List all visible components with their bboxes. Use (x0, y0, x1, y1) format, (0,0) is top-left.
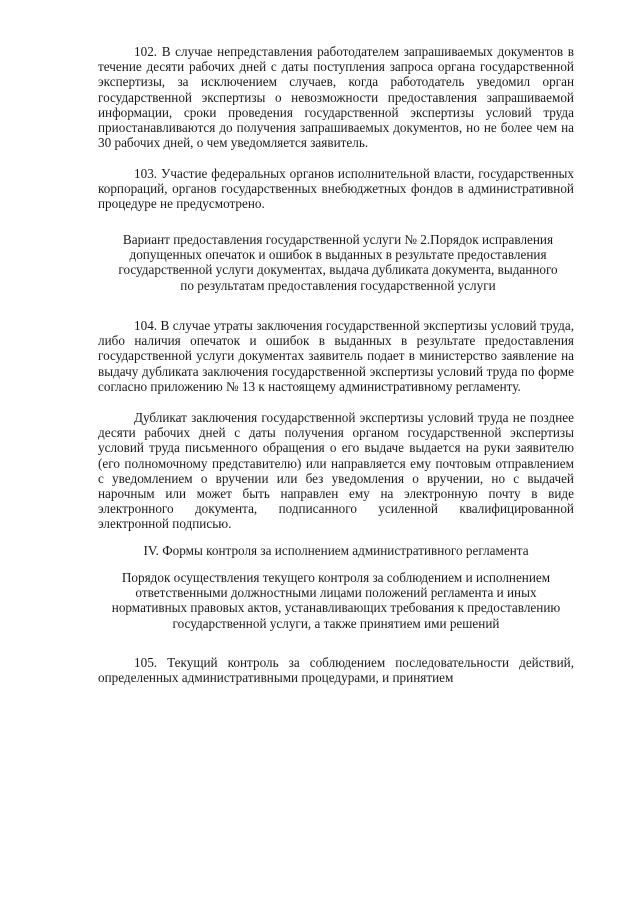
paragraph-104-continued: Дубликат заключения государственной экспертизы условий труда не позднее десяти рабочих дней с даты получения органом государственной экспертизы условий труда письменного обращения о его выдаче выдается на руки заявителю (его полномочному представителю) или направляется ему почтовым отправлением с уведомлением о вручении или без уведомления о вручении, но с выдачей нарочным или может быть направлен ему на электронную почту в виде электронного документа, подписанного усиленной квалифицированной электронной подписью. (98, 410, 574, 532)
paragraph-103: 103. Участие федеральных органов исполнительной власти, государственных корпораций, органов государственных внебюджетных фондов в административной процедуре не предусмотрено. (98, 166, 574, 212)
variant-heading: Вариант предоставления государственной услуги № 2.Порядок исправления допущенных опечаток и ошибок в выданных в результате предоставления государственной услуги документах, выдача дубликата документа, выданного по результатам предоставления государственной услуги (118, 232, 558, 293)
subsection-heading: Порядок осуществления текущего контроля за соблюдением и исполнением ответственными должностными лицами положений регламента и иных нормативных правовых актов, устанавливающих требования к предоставлению государственной услуги, а также принятием ими решений (111, 570, 561, 631)
section-4-heading: IV. Формы контроля за исполнением административного регламента (143, 543, 529, 558)
paragraph-102: 102. В случае непредставления работодателем запрашиваемых документов в течение десяти рабочих дней с даты поступления запроса органа государственной экспертизы, за исключением случаев, когда работодатель уведомил орган государственной экспертизы о невозможности предоставления запрашиваемой информации, сроки проведения государственной экспертизы условий труда приостанавливаются до получения запрашиваемых документов, но не более чем на 30 рабочих дней, о чем уведомляется заявитель. (98, 44, 574, 151)
paragraph-105: 105. Текущий контроль за соблюдением последовательности действий, определенных административными процедурами, и принятием (98, 655, 574, 686)
paragraph-104: 104. В случае утраты заключения государственной экспертизы условий труда, либо наличия опечаток и ошибок в выданных в результате предоставления государственной услуги документах заявитель подает в министерство заявление на выдачу дубликата заключения государственной экспертизы условий труда по форме согласно приложению № 13 к настоящему административному регламенту. (98, 318, 574, 394)
